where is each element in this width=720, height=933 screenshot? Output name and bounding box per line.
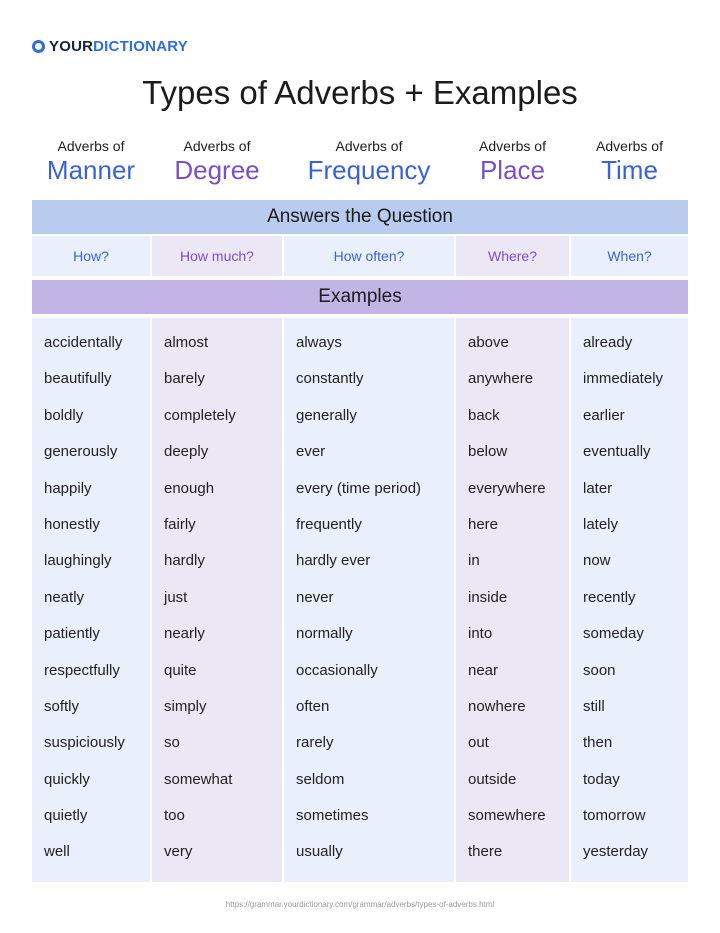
examples-place-column bbox=[456, 318, 569, 882]
example-item: patiently bbox=[44, 625, 100, 643]
examples-time-column bbox=[571, 318, 688, 882]
example-item: here bbox=[468, 515, 499, 533]
example-item: neatly bbox=[44, 588, 85, 606]
example-item: quietly bbox=[44, 807, 88, 825]
header-manner bbox=[32, 138, 150, 186]
example-item: generously bbox=[44, 443, 118, 461]
example-item: ever bbox=[296, 443, 326, 461]
header-place-title: Place bbox=[479, 155, 546, 185]
example-item: immediately bbox=[583, 370, 664, 388]
header-degree-title: Degree bbox=[174, 155, 260, 185]
example-item: always bbox=[296, 334, 342, 351]
source-url[interactable]: https://grammar.yourdictionary.com/grammar/adverbs/types-of-adverbs.html bbox=[225, 900, 495, 909]
examples-frequency-column bbox=[284, 318, 454, 882]
examples-frequency-list bbox=[284, 318, 454, 878]
question-degree: How much? bbox=[152, 236, 282, 276]
header-place bbox=[456, 138, 569, 186]
example-item: completely bbox=[164, 406, 236, 424]
example-item: rarely bbox=[296, 734, 334, 752]
example-item: anywhere bbox=[468, 370, 534, 388]
logo-circle-icon bbox=[32, 40, 45, 53]
example-item: inside bbox=[468, 588, 508, 606]
example-item: in bbox=[468, 552, 480, 570]
example-item: laughingly bbox=[44, 552, 112, 570]
header-degree-small: Adverbs of bbox=[183, 138, 251, 154]
examples-degree-column bbox=[152, 318, 282, 882]
example-item: below bbox=[468, 443, 508, 461]
examples-table bbox=[32, 318, 688, 882]
example-item: just bbox=[164, 588, 188, 606]
example-item: back bbox=[468, 406, 500, 424]
example-item: now bbox=[583, 552, 611, 570]
example-item: nowhere bbox=[468, 697, 526, 715]
example-item: fairly bbox=[164, 515, 196, 533]
example-item: very bbox=[164, 843, 193, 861]
example-item: never bbox=[296, 588, 334, 606]
example-item: already bbox=[583, 334, 633, 351]
example-item: somewhere bbox=[468, 807, 546, 825]
example-item: sometimes bbox=[296, 807, 369, 825]
examples-place-list bbox=[456, 318, 569, 878]
example-item: happily bbox=[44, 479, 92, 497]
example-item: outside bbox=[468, 770, 517, 788]
page-title: Types of Adverbs + Examples bbox=[142, 74, 578, 111]
example-item: usually bbox=[296, 843, 343, 861]
examples-manner-list bbox=[32, 318, 150, 878]
example-item: hardly ever bbox=[296, 552, 371, 570]
question-manner: How? bbox=[32, 236, 150, 276]
header-frequency-title: Frequency bbox=[307, 155, 431, 185]
example-item: enough bbox=[164, 479, 215, 497]
question-frequency: How often? bbox=[284, 236, 454, 276]
example-item: beautifully bbox=[44, 370, 112, 388]
example-item: quickly bbox=[44, 770, 90, 788]
example-item: often bbox=[296, 697, 330, 715]
example-item: so bbox=[164, 734, 180, 752]
example-item: normally bbox=[296, 625, 353, 643]
example-item: every (time period) bbox=[296, 479, 422, 497]
example-item: lately bbox=[583, 515, 619, 533]
example-item: boldly bbox=[44, 406, 84, 424]
logo-your: YOUR bbox=[49, 37, 94, 55]
example-item: almost bbox=[164, 334, 209, 351]
header-time-title: Time bbox=[601, 155, 658, 185]
question-time: When? bbox=[571, 236, 688, 276]
answers-bar: Answers the Question bbox=[32, 200, 688, 234]
example-item: suspiciously bbox=[44, 734, 125, 752]
example-item: generally bbox=[296, 406, 357, 424]
example-item: somewhat bbox=[164, 770, 233, 788]
example-item: quite bbox=[164, 661, 197, 679]
example-item: still bbox=[583, 697, 605, 715]
example-item: hardly bbox=[164, 552, 205, 570]
example-item: frequently bbox=[296, 515, 362, 533]
example-item: today bbox=[583, 770, 620, 788]
example-item: barely bbox=[164, 370, 205, 388]
header-frequency-small: Adverbs of bbox=[335, 138, 403, 154]
example-item: occasionally bbox=[296, 661, 378, 679]
example-item: someday bbox=[583, 625, 644, 643]
example-item: above bbox=[468, 334, 509, 351]
question-place: Where? bbox=[456, 236, 569, 276]
header-degree bbox=[152, 138, 282, 186]
header-time bbox=[571, 138, 688, 186]
header-manner-small: Adverbs of bbox=[57, 138, 125, 154]
example-item: accidentally bbox=[44, 334, 123, 351]
logo-dictionary: DICTIONARY bbox=[93, 37, 188, 55]
example-item: later bbox=[583, 479, 613, 497]
example-item: seldom bbox=[296, 770, 345, 788]
examples-manner-column bbox=[32, 318, 150, 882]
column-headers bbox=[32, 138, 688, 194]
example-item: there bbox=[468, 843, 503, 861]
example-item: everywhere bbox=[468, 479, 546, 497]
example-item: constantly bbox=[296, 370, 364, 388]
example-item: softly bbox=[44, 697, 80, 715]
example-item: out bbox=[468, 734, 489, 752]
example-item: recently bbox=[583, 588, 636, 606]
example-item: nearly bbox=[164, 625, 205, 643]
header-frequency bbox=[284, 138, 454, 186]
example-item: deeply bbox=[164, 443, 209, 461]
example-item: yesterday bbox=[583, 843, 649, 861]
example-item: too bbox=[164, 807, 185, 825]
example-item: eventually bbox=[583, 443, 651, 461]
example-item: into bbox=[468, 625, 493, 643]
example-item: then bbox=[583, 734, 613, 752]
example-item: honestly bbox=[44, 515, 100, 533]
example-item: earlier bbox=[583, 406, 625, 424]
logo-wordmark bbox=[49, 38, 188, 55]
example-item: near bbox=[468, 661, 499, 679]
examples-bar: Examples bbox=[32, 280, 688, 314]
header-place-small: Adverbs of bbox=[479, 138, 546, 154]
example-item: well bbox=[44, 843, 70, 861]
examples-time-list bbox=[571, 318, 688, 878]
question-row bbox=[32, 236, 688, 276]
example-item: tomorrow bbox=[583, 807, 646, 825]
example-item: simply bbox=[164, 697, 207, 715]
header-time-small: Adverbs of bbox=[596, 138, 663, 154]
example-item: respectfully bbox=[44, 661, 120, 679]
brand-logo[interactable] bbox=[32, 36, 188, 56]
header-manner-title: Manner bbox=[46, 155, 136, 185]
examples-degree-list bbox=[152, 318, 282, 878]
example-item: soon bbox=[583, 661, 616, 679]
